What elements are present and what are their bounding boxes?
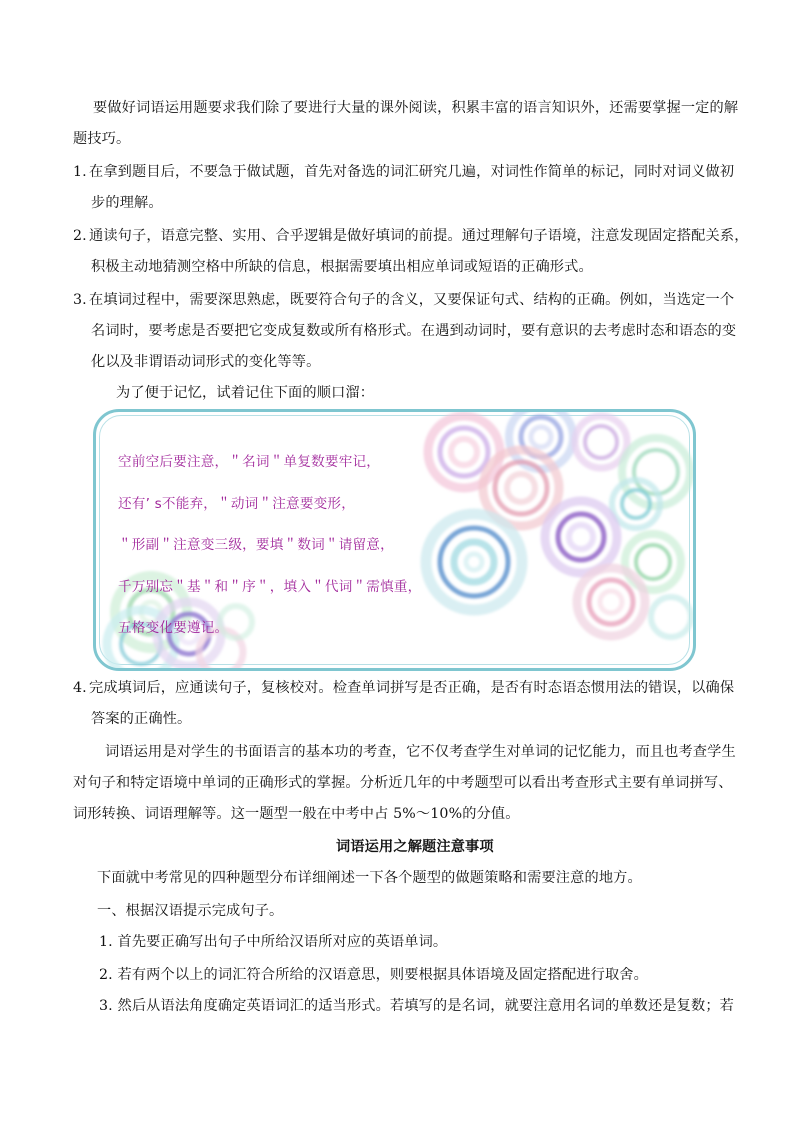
tip-2-line-2: 积极主动地猜测空格中所缺的信息，根据需要填出相应单词或短语的正确形式。 bbox=[91, 259, 593, 275]
rhyme-line-4: 千万别忘＂基＂和＂序＂，填入＂代词＂需慎重， bbox=[118, 579, 422, 595]
intro-line-1: 要做好词语运用题要求我们除了要进行大量的课外阅读，积累丰富的语言知识外，还需要掌握一定的解 bbox=[93, 100, 739, 116]
circle-teal-bottom-right bbox=[651, 597, 691, 637]
analysis-line-2: 对句子和特定语境中单词的正确形式的掌握。分析近几年的中考题型可以看出考查形式主要有单词拼写、 bbox=[73, 775, 733, 791]
tip-4-line-2: 答案的正确性。 bbox=[91, 711, 192, 727]
tip-1-number: 1. bbox=[73, 164, 87, 180]
circle-purple-center bbox=[545, 501, 617, 573]
tip-2-line-1: 通读句子，语意完整、实用、合乎逻辑是做好填词的前提。通过理解句子语境，注意发现固定搭配关系， bbox=[89, 228, 749, 244]
rhyme-line-5: 五格变化要遵记。 bbox=[118, 620, 229, 636]
tip-3-number: 3. bbox=[73, 292, 87, 308]
circle-blue-large bbox=[426, 514, 522, 610]
part-1-item-2: 2. 若有两个以上的词汇符合所给的汉语意思，则要根据具体语境及固定搭配进行取舍。 bbox=[99, 967, 648, 983]
section-intro: 下面就中考常见的四种题型分布详细阐述一下各个题型的做题策略和需要注意的地方。 bbox=[97, 870, 642, 886]
tip-4-line-1: 完成填词后，应通读句子，复核校对。检查单词拼写是否正确，是否有时态语态惯用法的错误，以确保 bbox=[89, 680, 735, 696]
part-1-heading: 一、根据汉语提示完成句子。 bbox=[97, 903, 284, 919]
rhyme-line-3: ＂形副＂注意变三级，要填＂数词＂请留意， bbox=[118, 537, 394, 553]
intro-line-2: 题技巧。 bbox=[73, 131, 131, 147]
analysis-line-1: 词语运用是对学生的书面语言的基本功的考查，它不仅考查学生对单词的记忆能力，而且也考查学生 bbox=[105, 744, 736, 760]
tip-3-line-3: 化以及非谓语动词形式的变化等等。 bbox=[91, 354, 321, 370]
part-1-item-1: 1. 首先要正确写出句子中所给汉语所对应的英语单词。 bbox=[99, 934, 448, 950]
circle-pink-bottom-right bbox=[577, 568, 645, 636]
tip-3-line-2: 名词时，要考虑是否要把它变成复数或所有格形式。在遇到动词时，要有意识的去考虑时态和语态的变 bbox=[91, 323, 737, 339]
tip-1-line-2: 步的理解。 bbox=[91, 195, 163, 211]
tip-3-line-1: 在填词过程中，需要深思熟虑，既要符合句子的含义，又要保证句式、结构的正确。例如，当选定一个 bbox=[89, 292, 735, 308]
mnemonic-intro: 为了便于记忆，试着记住下面的顺口溜： bbox=[116, 385, 375, 401]
section-title: 词语运用之解题注意事项 bbox=[336, 839, 494, 855]
tip-1-line-1: 在拿到题目后，不要急于做试题，首先对备选的词汇研究几遍，对词性作简单的标记，同时对词义做初 bbox=[89, 164, 735, 180]
mnemonic-rhyme-box bbox=[93, 409, 696, 671]
part-1-item-3: 3. 然后从语法角度确定英语词汇的适当形式。若填写的是名词，就要注意用名词的单数还是复数；若 bbox=[99, 998, 735, 1014]
tip-2-number: 2. bbox=[73, 228, 87, 244]
circle-violet-top bbox=[575, 416, 627, 468]
tip-4-number: 4. bbox=[73, 680, 87, 696]
analysis-line-3: 词形转换、词语理解等。这一题型一般在中考中占 5%～10%的分值。 bbox=[73, 806, 520, 822]
rhyme-line-1: 空前空后要注意，＂名词＂单复数要牢记， bbox=[118, 454, 381, 470]
rhyme-line-2: 还有’ s不能弃，＂动词＂注意要变形， bbox=[118, 496, 356, 512]
